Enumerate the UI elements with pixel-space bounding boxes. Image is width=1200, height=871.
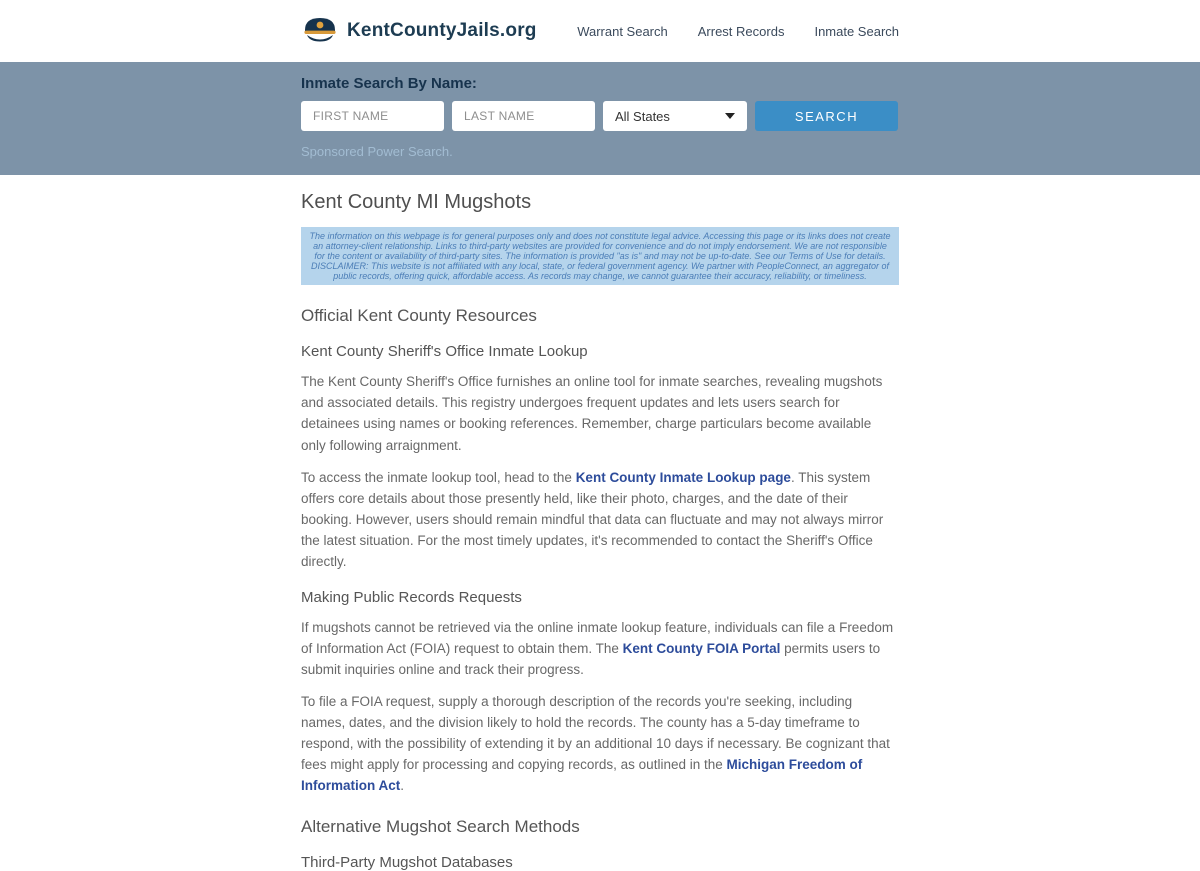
resources-heading: Official Kent County Resources (301, 306, 537, 326)
lookup-p2-text-after: . This system offers core details about those presently held, like their photo, charges, and the date of their booking. However, users should remain mindful that data can fluctuate and may not always mirror the latest situation. For the most timely updates, it's recommended to contact the Sheriff's Office directly. (301, 469, 884, 569)
site-logo[interactable] (301, 13, 537, 50)
foia-heading: Making Public Records Requests (301, 588, 522, 606)
header (0, 0, 1200, 62)
disclaimer-box: The information on this webpage is for general purposes only and does not constitute legal advice. Accessing this page or its links does not create an attorney-client relationship. Links to third-party websites are provided for convenience and do not imply endorsement. We are not responsible for the content or availability of third-party sites. The information is provided "as is" and may not be up-to-date. See our Terms of Use for details. DISCLAIMER: This website is not affiliated with any local, state, or federal government agency. We partner with PeopleConnect, an aggregator of public records, offering quick, affordable access. As records may change, we cannot guarantee their accuracy, reliability, or timeliness. (301, 227, 899, 285)
nav-warrant-search[interactable]: Warrant Search (577, 23, 668, 39)
foia-p1-text-before: If mugshots cannot be retrieved via the online inmate lookup feature, individuals can file a Freedom of Information Act (FOIA) request to obtain them. The (301, 619, 894, 656)
lookup-p2-text-before: To access the inmate lookup tool, head to the (301, 469, 576, 485)
inmate-search-band (0, 62, 1200, 175)
alternative-methods-heading: Alternative Mugshot Search Methods (301, 817, 580, 837)
nav-inmate-search[interactable]: Inmate Search (814, 23, 899, 39)
chevron-down-icon (725, 113, 735, 119)
nav-arrest-records[interactable]: Arrest Records (697, 23, 785, 39)
sponsored-power-search-link[interactable]: Sponsored Power Search. (301, 144, 453, 159)
foia-p2-text-before: To file a FOIA request, supply a thorough description of the records you're seeking, including names, dates, and the division likely to hold the records. The county has a 5-day timeframe to respond, with the possibility of extending it by an additional 10 days if necessary. Be cognizant that fees might apply for processing and copying records, as outlined in the (301, 693, 890, 773)
foia-p2-text-after: . (400, 778, 405, 794)
michigan-foia-link[interactable]: Michigan Freedom of Information Act (301, 757, 863, 794)
logo-text: KentCountyJails.org (347, 20, 537, 41)
foia-p1-text-after: permits users to submit inquiries online and track their progress. (301, 640, 881, 677)
first-name-input[interactable] (301, 101, 444, 131)
foia-portal-link[interactable]: Kent County FOIA Portal (622, 640, 781, 656)
search-button[interactable]: SEARCH (755, 101, 898, 131)
main-nav (577, 24, 899, 39)
state-select-value: All States (615, 108, 670, 124)
third-party-databases-heading: Third-Party Mugshot Databases (301, 854, 513, 871)
state-select[interactable] (603, 101, 747, 131)
foia-paragraph-1 (301, 617, 899, 680)
lookup-paragraph-1: The Kent County Sheriff's Office furnishes an online tool for inmate searches, revealing mugshots and associated details. This registry undergoes frequent updates and lets users search for detainees using names or booking references. Remember, charge particulars become available only following arraignment. (301, 374, 883, 453)
police-cap-icon (301, 13, 339, 50)
foia-paragraph-2 (301, 691, 899, 796)
main-content (301, 175, 899, 871)
sheriff-lookup-heading: Kent County Sheriff's Office Inmate Lookup (301, 343, 588, 361)
inmate-lookup-page-link[interactable]: Kent County Inmate Lookup page (575, 469, 791, 485)
page-title: Kent County MI Mugshots (301, 191, 532, 213)
search-form-title: Inmate Search By Name: (301, 75, 477, 92)
lookup-paragraph-2 (301, 467, 899, 572)
last-name-input[interactable] (452, 101, 595, 131)
